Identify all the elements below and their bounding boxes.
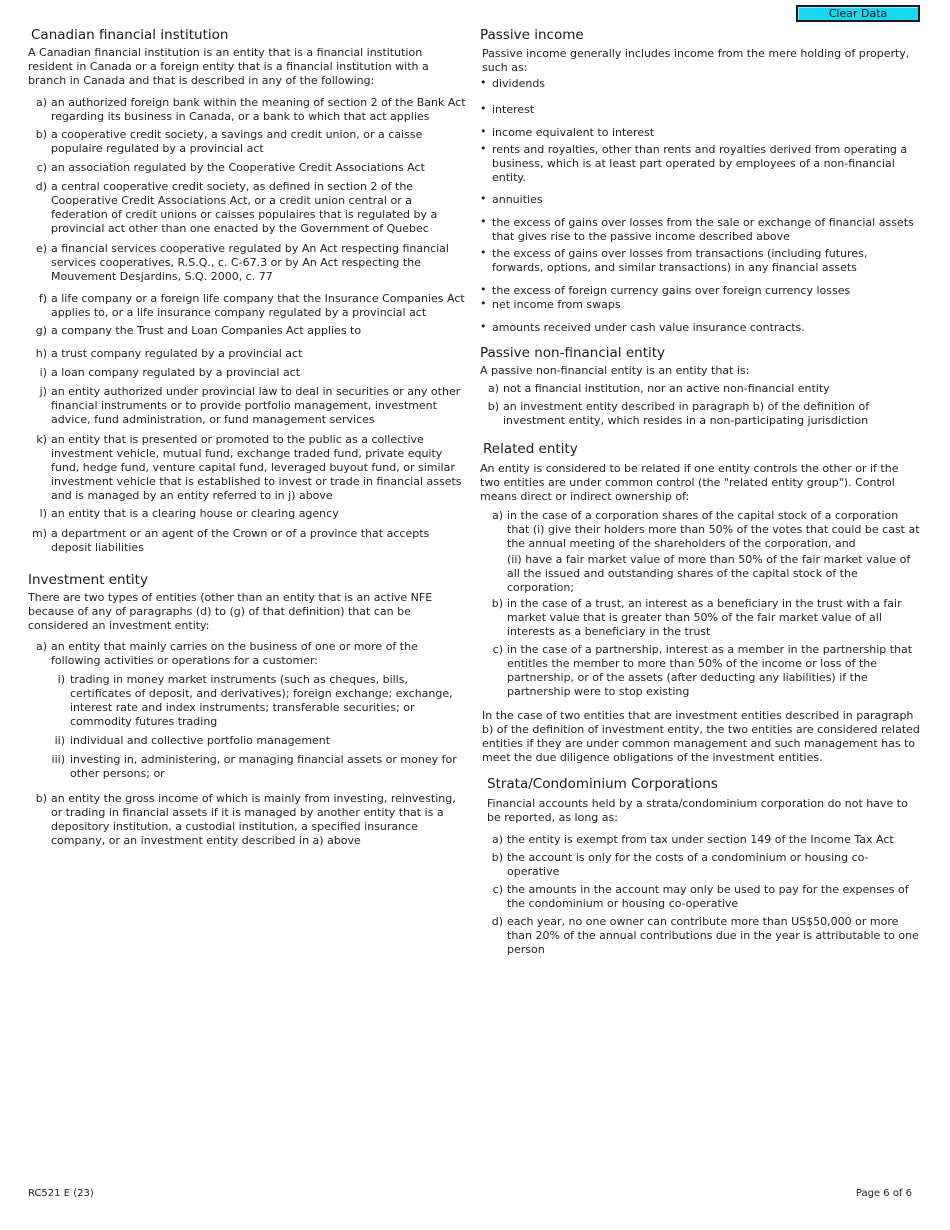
item-text: an entity that is a clearing house or clearing agency — [51, 507, 339, 520]
item-text: the amounts in the account may only be used to pay for the expenses of the condominium or housing co-operative — [507, 883, 909, 910]
bullet-icon: • — [480, 142, 487, 155]
pnfe-list — [480, 382, 920, 428]
item-marker: b) — [35, 792, 47, 805]
list-item — [28, 96, 468, 124]
list-item — [484, 509, 920, 595]
item-text: a central cooperative credit society, as defined in section 2 of the Cooperative Credit Associations Act, or a credit union central or a federation of credit unions or caisses populaires that is regulated by a provincial act other than one enacted by the Government of Quebec — [51, 180, 438, 235]
item-text: amounts received under cash value insurance contracts. — [492, 321, 805, 334]
bullet-icon: • — [480, 192, 487, 205]
item-marker: c) — [492, 643, 503, 656]
list-item — [28, 527, 468, 555]
item-text: interest — [492, 103, 535, 116]
investment-sublist — [28, 673, 468, 781]
item-text: an authorized foreign bank within the meaning of section 2 of the Bank Act regarding its business in Canada, or a bank to which that act applies — [51, 96, 466, 123]
related-heading: Related entity — [483, 441, 578, 457]
related-list — [480, 509, 920, 699]
investment-heading: Investment entity — [28, 572, 148, 588]
item-text: the excess of gains over losses from the sale or exchange of financial assets that gives rise to the passive income described above — [492, 216, 914, 243]
clear-data-button[interactable]: Clear Data — [796, 5, 920, 22]
cfi-heading: Canadian financial institution — [31, 27, 229, 43]
passive-income-heading: Passive income — [480, 27, 584, 43]
list-item — [480, 298, 920, 312]
item-text: annuities — [492, 193, 543, 206]
item-text: a life company or a foreign life company that the Insurance Companies Act applies to, or a life insurance company regulated by a provincial act — [51, 292, 465, 319]
item-marker: b) — [35, 128, 47, 141]
item-text: a loan company regulated by a provincial act — [51, 366, 301, 379]
list-item — [480, 321, 920, 335]
item-text: an entity the gross income of which is mainly from investing, reinvesting, or trading in financial assets if it is managed by another entity that is a depository institution, a custodial institution, a specified insurance company, or an investment entity described in a) above — [51, 792, 456, 847]
item-marker: d) — [491, 915, 503, 928]
item-marker: b) — [491, 597, 503, 610]
item-marker: j) — [39, 385, 47, 398]
list-item — [480, 193, 920, 207]
list-item — [480, 77, 920, 91]
item-text: an investment entity described in paragraph b) of the definition of investment entity, which resides in a non-participating jurisdiction — [503, 400, 870, 427]
item-text: income equivalent to interest — [492, 126, 655, 139]
item-marker: a) — [491, 833, 503, 846]
item-text: in the case of a partnership, interest as a member in the partnership that entitles the member to more than 50% of the income or loss of the partnership, or of the assets (after deducting any liabilities) if the partnership were to stop existing — [507, 643, 913, 698]
list-item — [480, 247, 920, 275]
item-text: a financial services cooperative regulated by An Act respecting financial services cooperatives, R.S.Q., c. C-67.3 or by An Act respecting the Mouvement Desjardins, S.Q. 2000, c. 77 — [51, 242, 449, 283]
page-number: Page 6 of 6 — [855, 1188, 912, 1199]
list-item — [480, 284, 920, 298]
item-text-continued: (ii) have a fair market value of more than 50% of the fair market value of all the issued and outstanding shares of the capital stock of the corporation; — [507, 553, 911, 594]
list-item — [480, 382, 920, 396]
item-marker: c) — [492, 883, 503, 896]
item-text: an association regulated by the Cooperative Credit Associations Act — [51, 161, 425, 174]
item-text: the account is only for the costs of a condominium or housing co-operative — [507, 851, 869, 878]
item-text: trading in money market instruments (such as cheques, bills, certificates of deposit, and derivatives); foreign exchange; exchange, interest rate and index instruments; transferable securities; or commodity futures trading — [70, 673, 453, 728]
item-text: a company the Trust and Loan Companies Act applies to — [51, 324, 362, 337]
cfi-list — [28, 96, 468, 555]
list-item — [28, 792, 468, 848]
right-column — [480, 27, 920, 957]
list-item — [28, 753, 468, 781]
list-item — [480, 126, 920, 140]
item-text: a department or an agent of the Crown or of a province that accepts deposit liabilities — [51, 527, 430, 554]
cfi-intro: A Canadian financial institution is an entity that is a financial institution resident in Canada or a foreign entity that is a financial institution with a branch in Canada and that is described in any of the following: — [28, 46, 429, 87]
list-item — [28, 673, 468, 729]
item-text: an entity that is presented or promoted to the public as a collective investment vehicle, mutual fund, exchange traded fund, private equity fund, hedge fund, venture capital fund, leveraged buyout fund, or similar investment vehicle that is established to invest or trade in financial assets and is managed by an entity referred to in j) above — [51, 433, 462, 502]
bullet-icon: • — [480, 283, 487, 296]
list-item — [28, 180, 468, 236]
list-item — [28, 366, 468, 380]
item-marker: l) — [39, 507, 47, 520]
item-marker: h) — [35, 347, 47, 360]
list-item — [28, 385, 468, 427]
related-closing: In the case of two entities that are investment entities described in paragraph b) of the definition of investment entity, the two entities are considered related entities if they are under common management and such management has to meet the due diligence obligations of the investment entities. — [482, 709, 920, 764]
item-text: an entity that mainly carries on the business of one or more of the following activities or operations for a customer: — [51, 640, 418, 667]
item-text: individual and collective portfolio management — [70, 734, 331, 747]
item-marker: m) — [31, 527, 47, 540]
list-item — [28, 734, 468, 748]
item-marker: i) — [57, 673, 65, 686]
item-marker: i) — [39, 366, 47, 379]
item-text: rents and royalties, other than rents and royalties derived from operating a business, which is at least part operated by employees of a non-financial entity. — [492, 143, 908, 184]
list-item — [484, 915, 920, 957]
item-text: in the case of a corporation shares of the capital stock of a corporation that (i) give their holders more than 50% of the votes that could be cast at the annual meeting of the shareholders of the corporation, and — [507, 509, 920, 550]
list-item — [484, 643, 920, 699]
item-marker: k) — [36, 433, 47, 446]
item-marker: a) — [35, 640, 47, 653]
list-item — [28, 324, 468, 338]
item-text: investing in, administering, or managing financial assets or money for other persons; or — [70, 753, 457, 780]
item-marker: ii) — [54, 734, 65, 747]
list-item — [28, 128, 468, 156]
form-id: RC521 E (23) — [28, 1188, 94, 1199]
item-text: the excess of gains over losses from transactions (including futures, forwards, options, and similar transactions) in any financial assets — [492, 247, 868, 274]
item-marker: f) — [38, 292, 47, 305]
list-item — [28, 161, 468, 175]
item-marker: c) — [36, 161, 47, 174]
strata-list — [480, 833, 920, 957]
item-text: a trust company regulated by a provincial act — [51, 347, 303, 360]
strata-intro: Financial accounts held by a strata/condominium corporation do not have to be reported, as long as: — [487, 797, 908, 824]
item-marker: iii) — [51, 753, 65, 766]
item-text: the excess of foreign currency gains over foreign currency losses — [492, 284, 851, 297]
related-intro: An entity is considered to be related if one entity controls the other or if the two entities are under common control (the "related entity group"). Control means direct or indirect ownership of: — [480, 462, 899, 503]
bullet-icon: • — [480, 125, 487, 138]
list-item — [28, 507, 468, 521]
list-item — [28, 347, 468, 361]
list-item — [480, 103, 920, 117]
item-marker: a) — [487, 382, 499, 395]
list-item — [28, 640, 468, 668]
item-marker: a) — [35, 96, 47, 109]
bullet-icon: • — [480, 102, 487, 115]
item-marker: b) — [487, 400, 499, 413]
item-text: net income from swaps — [492, 298, 621, 311]
list-item — [480, 143, 920, 185]
item-text: each year, no one owner can contribute more than US$50,000 or more than 20% of the annual contributions due in the year is attributable to one person — [507, 915, 919, 956]
item-marker: d) — [35, 180, 47, 193]
list-item — [28, 433, 468, 503]
item-text: an entity authorized under provincial law to deal in securities or any other financial instruments or to provide portfolio management, investment advice, fund administration, or fund management services — [51, 385, 461, 426]
left-column — [28, 27, 468, 848]
list-item — [484, 597, 920, 639]
list-item — [484, 833, 920, 847]
passive-income-intro: Passive income generally includes income from the mere holding of property, such as: — [482, 47, 910, 74]
list-item — [484, 851, 920, 879]
list-item — [484, 883, 920, 911]
passive-income-list — [480, 77, 920, 335]
item-marker: b) — [491, 851, 503, 864]
item-marker: e) — [35, 242, 47, 255]
strata-heading: Strata/Condominium Corporations — [487, 776, 718, 792]
item-marker: g) — [35, 324, 47, 337]
bullet-icon: • — [480, 246, 487, 259]
list-item — [28, 292, 468, 320]
investment-list — [28, 640, 468, 848]
item-text: in the case of a trust, an interest as a beneficiary in the trust with a fair market value that is greater than 50% of the fair market value of all interests as a beneficiary in the trust — [507, 597, 902, 638]
item-marker: a) — [491, 509, 503, 522]
investment-intro: There are two types of entities (other than an entity that is an active NFE because of any of paragraphs (d) to (g) of that definition) that can be considered an investment entity: — [28, 591, 433, 632]
list-item — [28, 242, 468, 284]
list-item — [480, 216, 920, 244]
bullet-icon: • — [480, 297, 487, 310]
bullet-icon: • — [480, 320, 487, 333]
item-text: the entity is exempt from tax under section 149 of the Income Tax Act — [507, 833, 894, 846]
bullet-icon: • — [480, 215, 487, 228]
item-text: a cooperative credit society, a savings and credit union, or a caisse populaire regulated by a provincial act — [51, 128, 423, 155]
item-text: not a financial institution, nor an active non-financial entity — [503, 382, 830, 395]
bullet-icon: • — [480, 76, 487, 89]
pnfe-heading: Passive non-financial entity — [480, 345, 666, 361]
item-text: dividends — [492, 77, 546, 90]
pnfe-intro: A passive non-financial entity is an entity that is: — [480, 364, 750, 377]
list-item — [480, 400, 920, 428]
